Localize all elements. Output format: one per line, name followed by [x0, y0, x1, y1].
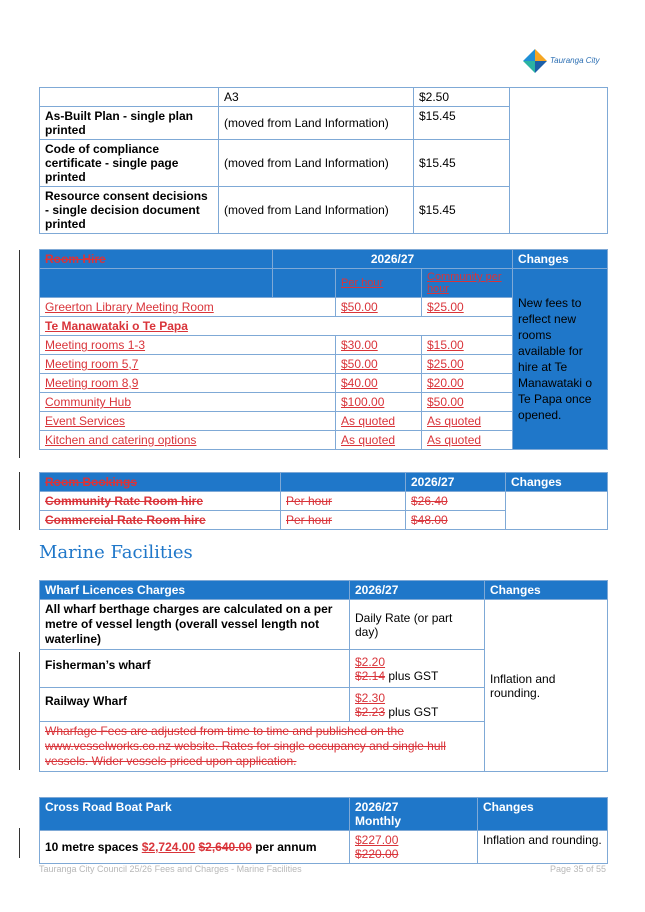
footer-left: Tauranga City Council 25/26 Fees and Charges - Marine Facilities	[39, 864, 302, 874]
room-name: Meeting room 5,7	[40, 355, 336, 374]
doc-price: $2.50	[414, 88, 510, 107]
wharf-intro-rate: Daily Rate (or part day)	[350, 600, 485, 650]
table-subheader-row	[40, 269, 608, 298]
railway-old-rate: $2.23	[355, 705, 386, 719]
boat-park-table	[39, 797, 608, 864]
booking-price: $48.00	[406, 511, 506, 530]
change-bar	[19, 652, 20, 770]
room-per-hour: $50.00	[336, 298, 422, 317]
sub-per-hour: Per hour	[336, 269, 422, 298]
room-name: Community Hub	[40, 393, 336, 412]
room-hire-table	[39, 249, 608, 450]
gst-note: plus GST	[388, 705, 439, 719]
wharf-changes-header: Changes	[485, 581, 608, 600]
table-row	[40, 831, 608, 864]
logo-mark-icon	[522, 48, 548, 74]
space-label: 10 metre spaces	[45, 840, 139, 854]
boat-park-monthly-rates	[350, 831, 478, 864]
room-name: Meeting rooms 1-3	[40, 336, 336, 355]
boat-park-changes-text: Inflation and rounding.	[478, 831, 608, 864]
annual-old-rate: $2,640.00	[198, 840, 252, 854]
room-per-hour: As quoted	[336, 431, 422, 450]
sub-community: Community per hour	[422, 269, 513, 298]
page-number: Page 35 of 55	[549, 864, 606, 874]
fisherman-wharf: Fisherman’s wharf	[40, 650, 350, 688]
wharf-changes-text: Inflation and rounding.	[485, 600, 608, 772]
room-community: $25.00	[422, 355, 513, 374]
room-bookings-table	[39, 472, 608, 530]
room-per-hour: $50.00	[336, 355, 422, 374]
room-bookings-changes-header: Changes	[506, 473, 608, 492]
fisherman-old-rate: $2.14	[355, 669, 386, 683]
booking-unit: Per hour	[281, 511, 406, 530]
room-name: Greerton Library Meeting Room	[40, 298, 336, 317]
room-hire-year: 2026/27	[273, 250, 513, 269]
table-header-row	[40, 473, 608, 492]
room-per-hour: $100.00	[336, 393, 422, 412]
monthly-new-rate: $227.00	[355, 833, 399, 847]
room-hire-changes-header: Changes	[513, 250, 608, 269]
table-header-row	[40, 798, 608, 831]
boat-park-row-label	[40, 831, 350, 864]
boat-park-year-header	[350, 798, 478, 831]
wharfage-note: Wharfage Fees are adjusted from time to time and published on the www.vesselworks.co.nz website. Rates for single occupancy and single hull vessels. Wider vessels priced upon application.	[40, 722, 485, 772]
change-bar	[19, 472, 20, 530]
boat-park-changes-header: Changes	[478, 798, 608, 831]
booking-price: $26.40	[406, 492, 506, 511]
change-bar	[19, 250, 20, 458]
doc-note: (moved from Land Information)	[219, 187, 414, 234]
doc-item	[40, 88, 219, 107]
room-bookings-title: Room Bookings	[40, 473, 281, 492]
logo-text: Tauranga City	[550, 56, 600, 65]
doc-item: As-Built Plan - single plan printed	[40, 107, 219, 140]
doc-item: Resource consent decisions - single decision document printed	[40, 187, 219, 234]
wharf-title: Wharf Licences Charges	[40, 581, 350, 600]
room-bookings-year: 2026/27	[406, 473, 506, 492]
fisherman-rate	[350, 650, 485, 688]
section-heading: Marine Facilities	[39, 542, 193, 563]
room-name: Meeting room 8,9	[40, 374, 336, 393]
room-group-name: Te Manawataki o Te Papa	[40, 317, 513, 336]
table-row	[40, 492, 608, 511]
boat-park-title: Cross Road Boat Park	[40, 798, 350, 831]
room-community: $15.00	[422, 336, 513, 355]
booking-unit: Per hour	[281, 492, 406, 511]
room-community: $25.00	[422, 298, 513, 317]
room-hire-changes-text: New fees to reflect new rooms available for hire at Te Manawataki o Te Papa once opened.	[513, 269, 608, 450]
doc-item: Code of compliance certificate - single page printed	[40, 140, 219, 187]
room-name: Event Services	[40, 412, 336, 431]
doc-price: $15.45	[414, 140, 510, 187]
booking-name: Commercial Rate Room hire	[40, 511, 281, 530]
doc-note: A3	[219, 88, 414, 107]
railway-rate	[350, 688, 485, 722]
wharf-licences-table	[39, 580, 608, 772]
boat-park-year: 2026/27	[355, 800, 399, 814]
doc-note: (moved from Land Information)	[219, 107, 414, 140]
railway-wharf: Railway Wharf	[40, 688, 350, 722]
table-header-row	[40, 250, 608, 269]
boat-park-monthly: Monthly	[355, 814, 401, 828]
annual-new-rate: $2,724.00	[141, 840, 196, 854]
fisherman-new-rate: $2.20	[355, 655, 386, 669]
doc-price: $15.45	[414, 187, 510, 234]
doc-note: (moved from Land Information)	[219, 140, 414, 187]
doc-price: $15.45	[414, 107, 510, 140]
room-per-hour: $40.00	[336, 374, 422, 393]
doc-changes-cell	[510, 88, 608, 234]
document-fees-table	[39, 87, 608, 234]
table-row	[40, 600, 608, 650]
monthly-old-rate: $220.00	[355, 847, 399, 861]
table-row	[40, 88, 608, 107]
change-bar	[19, 828, 20, 858]
room-per-hour: As quoted	[336, 412, 422, 431]
wharf-intro: All wharf berthage charges are calculated on a per metre of vessel length (overall vessel length not waterline)	[40, 600, 350, 650]
council-logo	[522, 48, 612, 76]
gst-note: plus GST	[388, 669, 439, 683]
room-community: As quoted	[422, 431, 513, 450]
room-community: $50.00	[422, 393, 513, 412]
table-header-row	[40, 581, 608, 600]
booking-name: Community Rate Room hire	[40, 492, 281, 511]
annual-suffix: per annum	[255, 840, 317, 854]
room-name: Kitchen and catering options	[40, 431, 336, 450]
railway-new-rate: $2.30	[355, 691, 386, 705]
wharf-year: 2026/27	[350, 581, 485, 600]
room-per-hour: $30.00	[336, 336, 422, 355]
room-hire-title: Room Hire	[40, 250, 273, 269]
room-community: As quoted	[422, 412, 513, 431]
room-community: $20.00	[422, 374, 513, 393]
